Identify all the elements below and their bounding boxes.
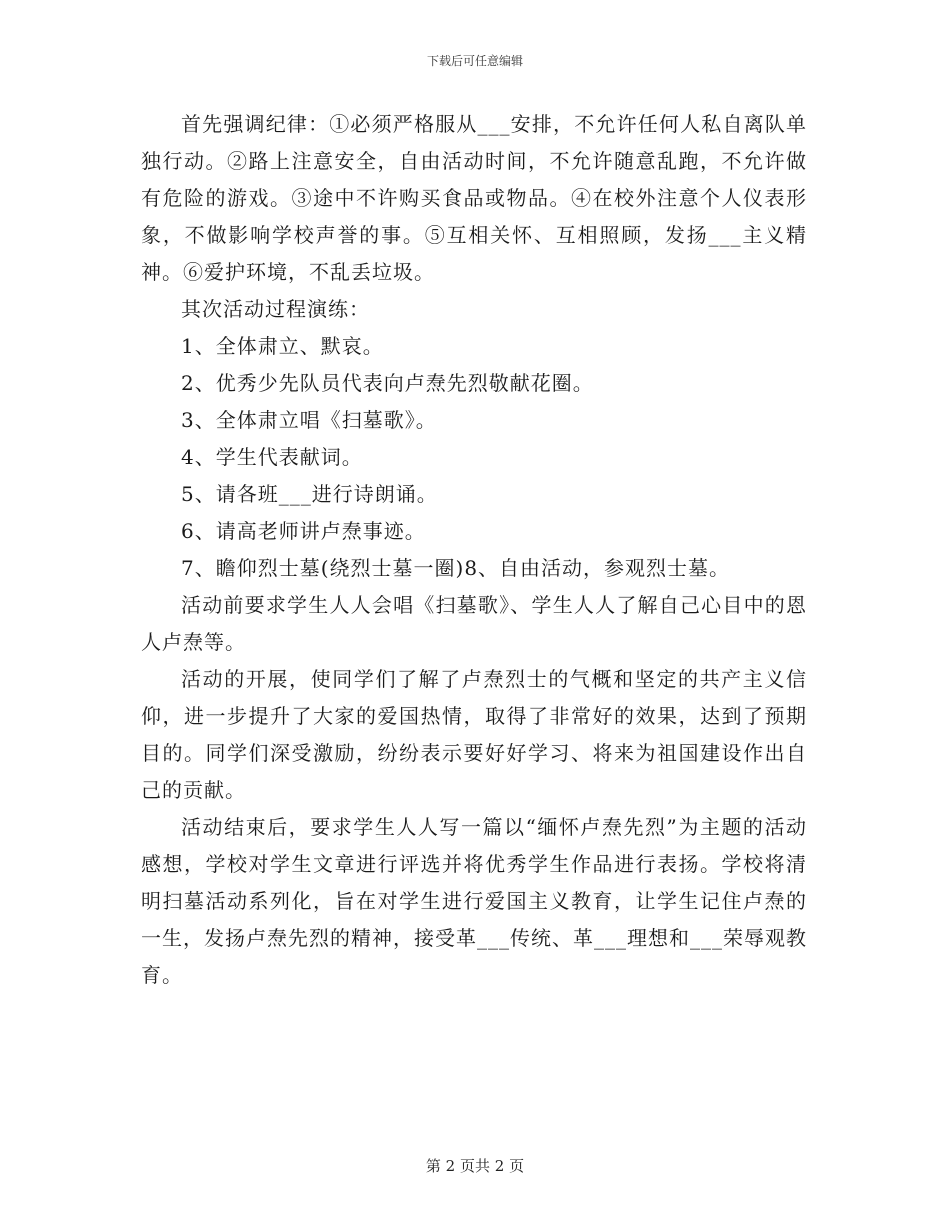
paragraph-preparation: 活动前要求学生人人会唱《扫墓歌》、学生人人了解自己心目中的恩人卢焘等。 [141,593,807,654]
list-item: 5、请各班___进行诗朗诵。 [181,482,438,506]
paragraph-discipline: 首先强调纪律：①必须严格服从___安排，不允许任何人私自离队单独行动。②路上注意安全，自由活动时间，不允许随意乱跑，不允许做有危险的游戏。③途中不许购买食品或物品。④在校外注意个人仪表形象，不做影响学校声誉的事。⑤互相关怀、互相照顾，发扬___主义精神。⑥爱护环境，不乱丢垃圾。 [141,112,807,284]
page-header: 下载后可任意编辑 [426,54,523,68]
list-item: 2、优秀少先队员代表向卢焘先烈敬献花圈。 [181,371,594,395]
paragraph-rehearsal-heading: 其次活动过程演练： [181,297,370,321]
list-item: 7、瞻仰烈士墓(绕烈士墓一圈)8、自由活动，参观烈士墓。 [181,556,731,580]
paragraph-follow-up: 活动结束后，要求学生人人写一篇以“缅怀卢焘先烈”为主题的活动感想，学校对学生文章进行评选并将优秀学生作品进行表扬。学校将清明扫墓活动系列化，旨在对学生进行爱国主义教育，让学生记住卢焘的一生，发扬卢焘先烈的精神，接受革___传统、革___理想和___荣辱观教育。 [141,815,807,987]
document-body [141,106,807,994]
list-item: 1、全体肃立、默哀。 [181,334,384,358]
paragraph-outcome: 活动的开展，使同学们了解了卢焘烈士的气概和坚定的共产主义信仰，进一步提升了大家的爱国热情，取得了非常好的效果，达到了预期目的。同学们深受激励，纷纷表示要好好学习、将来为祖国建设作出自己的贡献。 [141,667,807,802]
list-item: 3、全体肃立唱《扫墓歌》。 [181,408,437,432]
page-footer: 第 2 页共 2 页 [425,1157,525,1175]
list-item: 6、请高老师讲卢焘事迹。 [181,519,426,543]
list-item: 4、学生代表献词。 [181,445,363,469]
